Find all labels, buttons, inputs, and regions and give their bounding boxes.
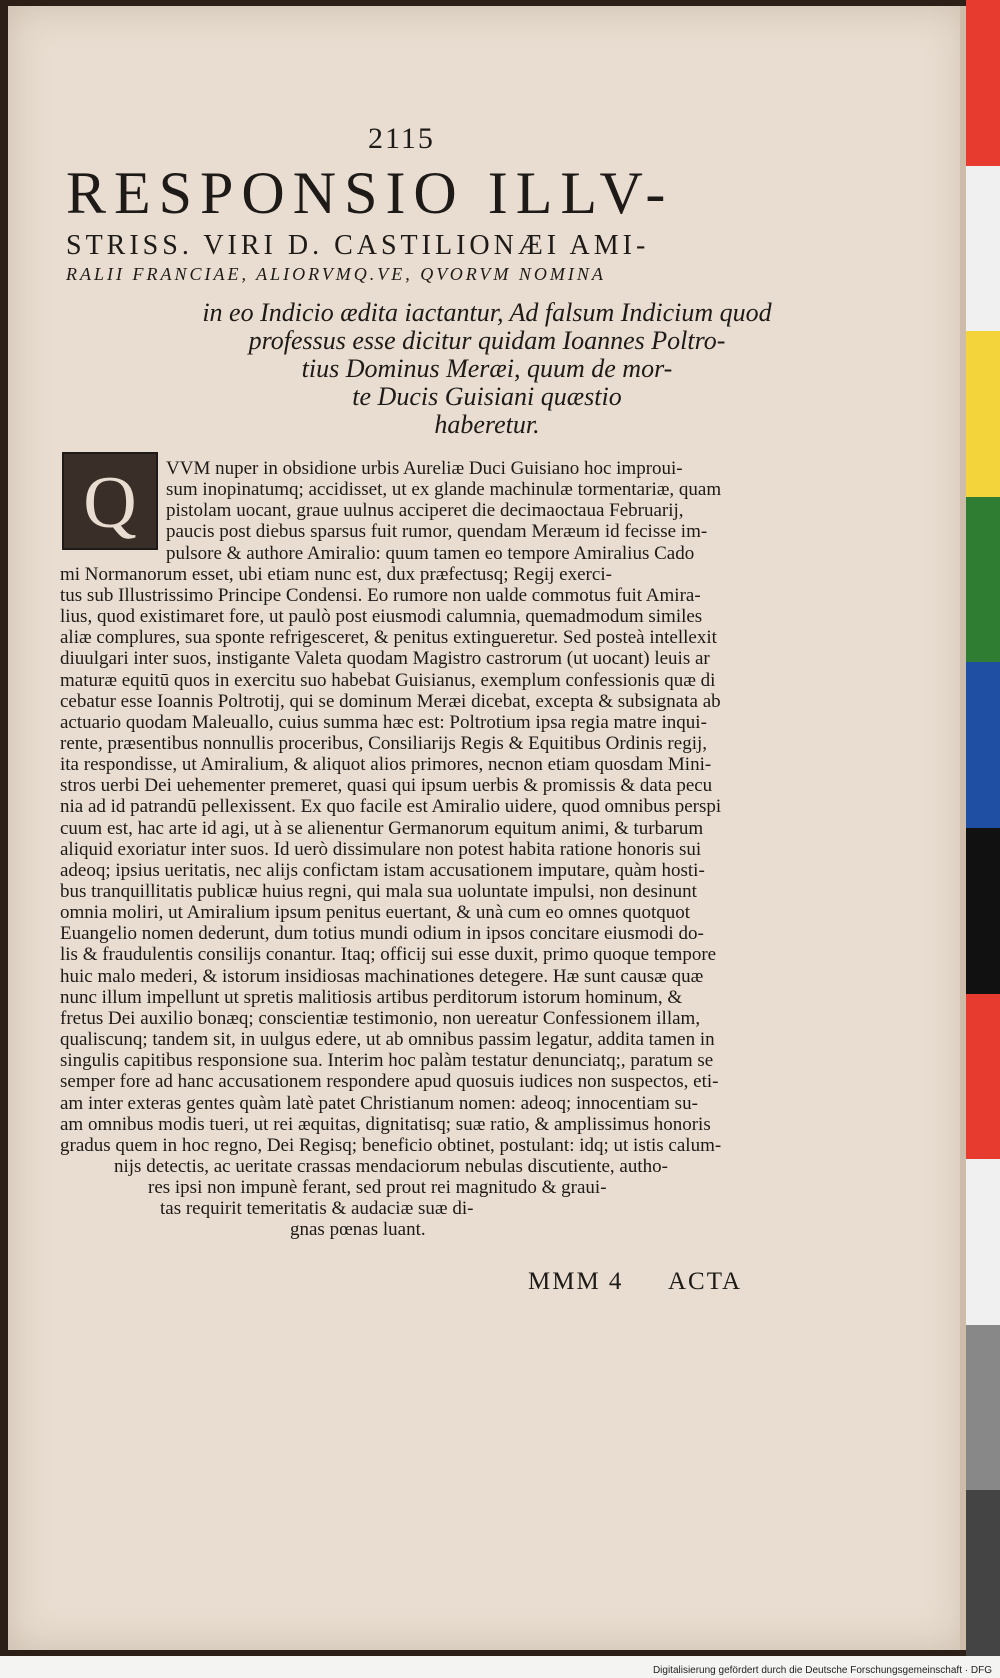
- body-line: huic malo mederi, & istorum insidiosas machinationes detegere. Hæ sunt causæ quæ: [60, 965, 704, 987]
- body-line: rente, præsentibus nonnullis proceribus, Consiliarijs Regis & Equitibus Ordinis regij,: [60, 732, 708, 754]
- body-line: nijs detectis, ac ueritate crassas mendaciorum nebulas discutiente, autho-: [114, 1155, 668, 1177]
- calibration-swatch: [966, 662, 1000, 828]
- body-line: cebatur esse Ioannis Poltrotij, qui se dominum Meræi dicebat, excepta & subsignata ab: [60, 690, 721, 712]
- body-line: VVM nuper in obsidione urbis Aureliæ Duci Guisiano hoc improui-: [166, 458, 683, 479]
- subtitle-line: professus esse dicitur quidam Ioannes Poltro-: [248, 326, 726, 355]
- body-line: maturæ equitū quos in exercitu suo habebat Guisianus, exemplum confessionis quæ di: [60, 669, 716, 691]
- body-line: gnas pœnas luant.: [290, 1219, 426, 1241]
- scan-color-calibration-strip: [966, 0, 1000, 1656]
- body-line: lis & fraudulentis consilijs conantur. Itaq; officij sui esse duxit, primo quoque tempore: [60, 944, 717, 966]
- body-line: pulsore & authore Amiralio: quum tamen eo tempore Amiralius Cado: [166, 542, 695, 564]
- body-line: semper fore ad hanc accusationem respondere apud quosuis iudices non suspectos, eti-: [60, 1071, 719, 1093]
- body-line: aliæ complures, sua sponte refrigesceret, & penitus extingueretur. Sed posteà intellexit: [60, 627, 717, 649]
- body-line: qualiscunq; tandem sit, in uulgus edere, ut ab omnibus passim legatur, addita tamen in: [60, 1029, 715, 1051]
- body-line: stros uerbi Dei uehementer premeret, quasi qui ipsum uerbis & promissis & data pecu: [60, 775, 713, 797]
- catchword: ACTA: [668, 1268, 743, 1295]
- calibration-swatch: [966, 1490, 1000, 1656]
- body-line: fretus Dei auxilio bonæq; conscientiæ testimonio, non uereatur Confessionem illam,: [60, 1007, 701, 1029]
- calibration-swatch: [966, 1325, 1000, 1491]
- body-line: gradus quem in hoc regno, Dei Regisq; beneficio obtinet, postulant: idq; ut istis calum-: [60, 1134, 722, 1156]
- body-line: diuulgari inter suos, instigante Valeta quodam Magistro castrorum (ut uocant) leuis ar: [60, 648, 710, 670]
- body-line: tas requirit temeritatis & audaciæ suæ di-: [160, 1198, 474, 1220]
- body-line: sum inopinatumq; accidisset, ut ex glande machinulæ tormentariæ, quam: [166, 479, 722, 501]
- body-line: Euangelio nomen dederunt, dum totius mundi odium in ipsos concitare eiusmodi do-: [60, 923, 704, 945]
- subtitle-line: tius Dominus Meræi, quum de mor-: [301, 354, 673, 383]
- decorated-initial: Q: [62, 452, 158, 550]
- book-page: [8, 6, 966, 1650]
- calibration-swatch: [966, 0, 1000, 166]
- body-line: aliquid exoriatur inter suos. Id uerò dissimulare non potest habita ratione honoris sui: [60, 838, 702, 860]
- title-main: RESPONSIO ILLV-: [66, 160, 674, 226]
- body-line: tus sub Illustrissimo Principe Condensi. Eo rumore non ualde commotus fuit Amira-: [60, 584, 701, 606]
- digitization-credit: Digitalisierung gefördert durch die Deutsche Forschungsgemeinschaft · DFG: [652, 1665, 992, 1676]
- subtitle-line: te Ducis Guisiani quæstio: [352, 382, 622, 411]
- body-line: am inter exteras gentes quàm latè patet Christianum nomen: adeoq; innocentiam su-: [60, 1092, 698, 1114]
- body-line: paucis post diebus sparsus fuit rumor, quendam Meræum id fecisse im-: [166, 521, 708, 543]
- calibration-swatch: [966, 828, 1000, 994]
- body-line: nunc illum impellunt ut spretis malitiosis artibus perditorum istorum hominum, &: [60, 986, 683, 1008]
- calibration-swatch: [966, 166, 1000, 332]
- body-line: cuum est, hac arte id agi, ut à se alienentur Germanorum equitum animi, & turbarum: [60, 817, 704, 839]
- body-line: ita respondisse, ut Amiralium, & aliquot alios primores, necnon etiam quosdam Mini-: [60, 754, 712, 776]
- body-line: am omnibus modis tueri, ut rei æquitas, dignitatisq; suæ ratio, & amplissimus honoris: [60, 1113, 711, 1135]
- calibration-swatch: [966, 994, 1000, 1160]
- body-line: singulis capitibus responsione sua. Interim hoc palàm testatur denunciatq;, paratum se: [60, 1050, 714, 1072]
- body-line: actuario quodam Maleuallo, cuius summa hæc est: Poltrotium ipsa regia matre inqui-: [60, 711, 707, 733]
- body-line: nia ad id patrandū pellexissent. Ex quo facile est Amiralio uidere, quod omnibus perspi: [60, 796, 722, 818]
- calibration-swatch: [966, 497, 1000, 663]
- title-line-3: RALII FRANCIAE, ALIORVMQ.VE, QVORVM NOMINA: [66, 264, 606, 284]
- body-line: res ipsi non impunè ferant, sed prout rei magnitudo & graui-: [148, 1177, 607, 1199]
- title-line-2: STRISS. VIRI D. CASTILIONÆI AMI-: [66, 230, 650, 261]
- calibration-swatch: [966, 331, 1000, 497]
- body-line: adeoq; ipsius ueritatis, nec alijs confictam istam accusationem imputare, quàm hosti-: [60, 859, 705, 881]
- body-line: omnia moliri, ut Amiralium ipsum penitus euertant, & unà cum eo omnes quotquot: [60, 902, 691, 924]
- body-line: bus tranquillitatis publicæ huius regni, qui mala sua uoluntate impulsi, non desinunt: [60, 881, 697, 902]
- body-line: mi Normanorum esset, ubi etiam nunc est, dux præfectusq; Regij exerci-: [60, 563, 612, 585]
- subtitle-line: in eo Indicio ædita iactantur, Ad falsum Indicium quod: [202, 298, 772, 327]
- page-number: 2115: [368, 122, 435, 155]
- subtitle-line: haberetur.: [434, 410, 540, 439]
- body-line: pistolam uocant, graue uulnus acciperet die decimaoctaua Februarij,: [166, 500, 684, 522]
- calibration-swatch: [966, 1159, 1000, 1325]
- signature-mark: MMM 4: [528, 1268, 624, 1295]
- body-line: lius, quod existimaret fore, ut paulò post eiusmodi calumnia, quemadmodum similes: [60, 606, 703, 628]
